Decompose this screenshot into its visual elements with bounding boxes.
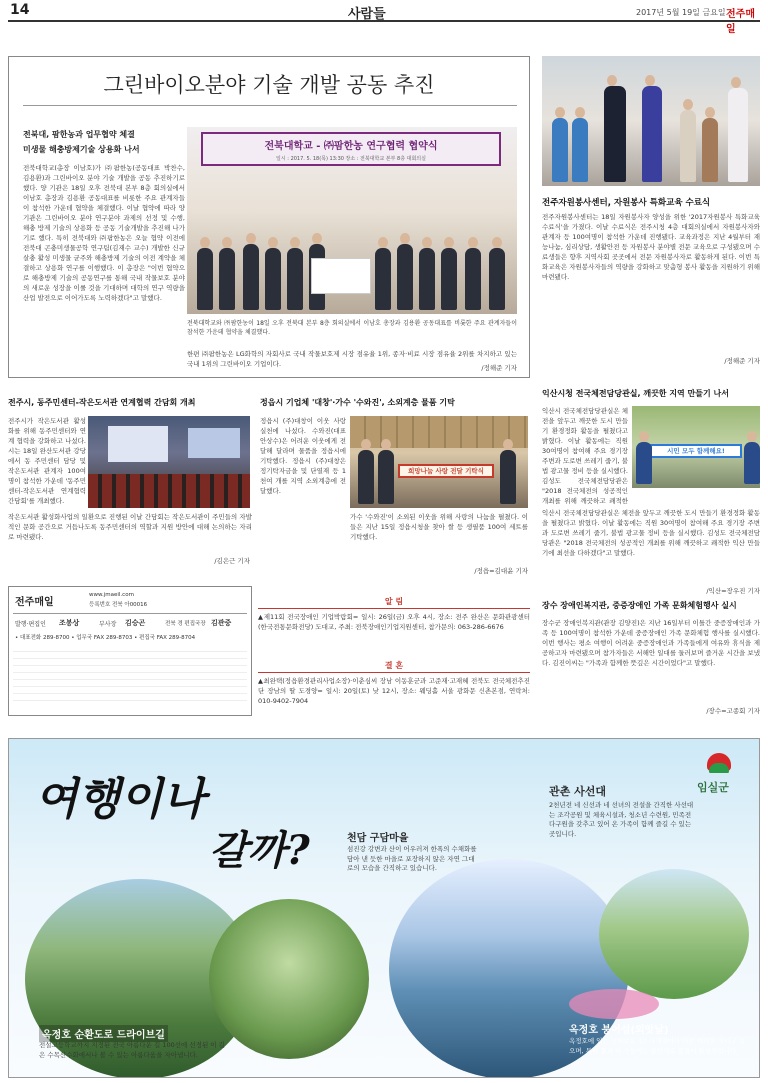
cheondam-text: 섬진강 강변과 산이 어우러져 한폭의 수채화를 담아 낸 듯한 마을로 포장하지 않은 자연 그대로의 모습을 간직하고 있습니다.: [347, 845, 477, 872]
vp-name: 김승곤: [125, 619, 146, 627]
main-body: 전북대학교(총장 이남호)가 ㈜팜한농(공동대표 박찬수, 김용환)과 그린바이오 분야 기술 개발을 공동 추진하기로 했다. 양 기관은 18일 오후 전북대 본부 8층 회의실에서 이남호 총장과 김용환 공동대표를 비롯한 주요 관계자들이 참석한 가운데 협약을 체결했다. 이날 협약에 따라 양 기관은 그린바이오 분야 연구분야 과제의 선정 및 수행, 해충 방제 기술의 상용화 등 공동 기술개발을 추진해 나가기로 했다. 특히 전북대와 ㈜팜한농은 오늘 협약 이전에 전북대 곤충미생물공학 연구팀(김재수 교수) 개발한 신규 살충 활성 미생물 균주와 해충방제 기술의 이전 계약을 체결하고 상용화 연구를 이행했다. 이 총장은 "이번 협약으로 해충방제 기술의 공동연구를 통해 국내 작물보호 분야의 새로운 성장을 이룰 것을 기대하며 대학의 연구 역량을 산업 발전으로 이어가도록 노력하겠다"고 말했다.: [23, 164, 185, 302]
imsil-logo: [705, 753, 733, 777]
iksan-headline: 익산시청 전국체전담당관실, 깨끗한 지역 만들기 나서: [542, 389, 729, 398]
cheondam-image: [209, 899, 369, 1059]
jangsu-headline: 장수 장애인복지관, 중증장애인 가족 문화체험행사 실시: [542, 601, 737, 610]
donation-headline: 정읍시 기업체 '대창'·가수 '수와진', 소외계층 물품 기탁: [260, 398, 455, 407]
main-photo: [187, 127, 517, 314]
iksan-byline: /익산=장우진 기자: [706, 587, 760, 595]
vp-label: 부사장: [99, 621, 117, 628]
donation-body: 정읍시 (주)대창이 이웃 사랑 실천에 나섰다. 수와진(대표 안상수)은 어려운 이웃에게 전달해 달라며 물품을 정읍시에 기탁했다. 정읍시 (주)대창은 정기탁자금을 및 단열재 등 1천여 개를 지역 소외계층에 전달했다.: [260, 417, 346, 495]
jangsu-body: 장수군 장애인복지관(관장 김양진)은 지난 16일부터 이틀간 중증장애인과 가족 등 100여명이 참석한 가운데 중증장애인 가족 문화체험 행사를 실시했다. 이번 행사는 평소 여행이 어려운 중증장애인과 가족들에게 여유와 휴식을 제공하고자 마련됐으며 참가자들은 서해안 일대를 둘러보며 즐거운 시간을 보냈다. 김진이씨는 "가족과 함께한 뜻깊은 시간이었다"고 말했다.: [542, 619, 760, 667]
page-number: 14: [10, 2, 30, 18]
county-name: 임실군: [697, 781, 729, 794]
main-subtitle-1: 전북대, 팜한농과 업무협약 체결: [23, 130, 135, 139]
main-byline: /정해준 기자: [481, 364, 517, 372]
saseondae-image: [599, 869, 749, 999]
donation-banner: 희망나눔 사랑 전달 기탁식: [398, 464, 494, 478]
page-header: [8, 0, 760, 35]
volunteer-headline: 전주자원봉사센터, 자원봉사 특화교육 수료식: [542, 198, 711, 208]
section-title: 사람들: [348, 7, 386, 22]
editor-label: 전북 경 편집국장: [165, 621, 206, 627]
iksan-body: 익산시 전국체전담당관실은 체전을 앞두고 깨끗한 도시 만들기 환경정화 활동을 펼쳤다고 밝혔다. 이날 활동에는 직원 30여명이 참여해 주요 경기장 주변과 도로변 쓰레기 줍기, 불법 광고물 정비 등을 실시했다. 김성도 전국체전담당관은 "2018 전국체전의 성공적인 개최를 위해 깨끗하고 쾌적한: [542, 407, 628, 505]
masthead-url: www.jmaeil.com: [89, 592, 134, 598]
masthead-phones: • 대표전화 289-8700 • 업무국 FAX 289-8703 • 편집국 FAX 289-8704: [15, 635, 196, 641]
travel-title-2: 갈까?: [209, 827, 310, 874]
iksan-photo: [632, 406, 760, 488]
wedding-text: ▲최완택(정읍환경관리사업소장)·이춘심씨 장남 이동훈군과 고준재·고재혜 전북도 전국체전추진단 장남의 딸 도경양= 일시: 20일(토) 낮 12시, 장소: 웨딩홀 서울 광화문 신촌본점, 연락처: 010-9402-7904: [258, 677, 530, 705]
donation-byline: /정읍=김대윤 기자: [474, 567, 528, 575]
library-body-2: 작은도서관 활성화사업의 일환으로 진행된 이날 간담회는 작은도서관이 주민들의 자발적인 문화 공간으로 거듭나도록 동주민센터의 역할과 지원 방안에 대해 논의하는 자리로 마련됐다.: [8, 513, 252, 541]
drive-road-text: 전설고등학교까지 지정된 전국 아름다운 길 100선에 선정된 이 길은 수목산수화에서나 볼 수 있는 아름다움을 자아냅니다.: [39, 1041, 225, 1059]
donation-body-2: 가수 '수와진'이 소외된 이웃을 위해 사랑의 나눔을 펼쳤다. 이들은 지난 15일 정읍시청을 찾아 쌀 등 생필품 100여 세트를 기탁했다.: [350, 513, 528, 541]
notice-title: 알 림: [384, 597, 404, 606]
publisher-name: 조봉상: [59, 619, 80, 627]
saseondae-title: 관촌 사선대: [549, 785, 606, 798]
wedding-title: 결 혼: [384, 661, 404, 670]
issue-date: 2017년 5월 19일 금요일: [636, 8, 726, 17]
publisher-label: 발행·편집인: [15, 621, 46, 628]
main-photo-caption: 전북대학교와 ㈜팜한농이 18일 오후 전북대 본부 8층 회의실에서 이남호 총장과 김용환 공동대표를 비롯한 주요 관계자들이 참석한 가운데 협약을 체결했다.: [187, 320, 517, 336]
main-body-2: 한편 ㈜팜한농은 LG화학의 자회사로 국내 작물보호제 시장 점유율 1위, 종자·비료 시장 점유율 2위를 차지하고 있는 국내 1위의 그린바이오 기업이다.: [187, 350, 517, 368]
masthead: [8, 586, 252, 716]
library-byline: /김은근 기자: [214, 557, 250, 565]
bungeoseom-title: 옥정호 붕어섬(외앗날): [569, 1025, 669, 1036]
editor-name: 김관중: [211, 619, 232, 627]
library-headline: 전주시, 동주민센터-작은도서관 연계협력 간담회 개최: [8, 398, 196, 407]
iksan-banner: 시민 모두 함께해요!: [650, 444, 742, 458]
main-subtitle-2: 미생물 해충방제기술 상용화 나서: [23, 145, 140, 154]
travel-title-1: 여행이나: [35, 774, 206, 825]
iksan-body-2: 익산시 전국체전담당관실은 체전을 앞두고 깨끗한 도시 만들기 환경정화 활동을 펼쳤다고 밝혔다. 이날 활동에는 직원 30여명이 참여해 주요 경기장 주변과 도로변 쓰레기 줍기, 불법 광고물 정비 등을 실시했다. 김성도 전국체전담당관은 "2018 전국체전의 성공적인 개최를 위해 깨끗하고 쾌적한 익산 만들기에 최선을 다하겠다"고 말했다.: [542, 509, 760, 557]
bungeoseom-text: 옥정호에 있는 신비로운 섬! 사계절마다 다른 매력을 지니고 있으며, 특히 물과 이 가을에는 물안개로 물결이 환상적입니다.: [569, 1037, 746, 1055]
volunteer-photo: [542, 56, 760, 186]
cheondam-title: 천담 구담마을: [347, 833, 409, 844]
volunteer-byline: /정해준 기자: [724, 357, 760, 365]
donation-photo: [350, 416, 528, 508]
masthead-reg: 등록번호 전북 아00016: [89, 602, 148, 608]
library-body: 전주시가 작은도서관 활성화를 위해 동주민센터와 연계 협력을 강화하고 나섰다. 시는 18일 완산도서관 강당에서 동 주민센터 담당 및 작은도서관 관계자 100여명이 참석한 가운데 '동주민센터-작은도서관 연계협력 간담회'를 개최했다.: [8, 417, 86, 505]
drive-road-title: 옥정호 순환도로 드라이브길: [39, 1025, 168, 1042]
saseondae-text: 2천년전 네 신선과 네 선녀의 전설을 간직한 사선대는 조각공원 및 체육시설과, 청소년 수련원, 민족전다구원을 갖추고 있어 온 가족이 함께 즐길 수 있는 곳입니다.: [549, 801, 694, 838]
jangsu-byline: /장수=고종회 기자: [706, 707, 760, 715]
main-title: 그린바이오분야 기술 개발 공동 추진: [103, 73, 435, 97]
notice-text: ▲제11회 전국장애인 기업박람회= 일시: 26일(금) 오후 4시, 장소: 전주 완산은 문화관광센터(한국전통문화전당) 도대교, 주최: 전북장애인기업지원센터, 참가문의: 063-286-6676: [258, 613, 530, 631]
notices: [258, 596, 530, 716]
main-article: [8, 56, 530, 378]
paper-name: 전주매일: [726, 9, 755, 35]
volunteer-body: 전주자원봉사센터는 18일 자원봉사자 양성을 위한 '2017자원봉사 특화교육 수료식'을 가졌다. 이날 수료식은 전주시청 4층 대회의실에서 자원봉사자와 관계자 등 100여명이 참석한 가운데 진행됐다. 교육과정은 지난 4월부터 재능나눔, 심리상담, 생활안전 등 자원봉사 분야별 전문 교육으로 구성됐으며 수료생들은 향후 지역사회 곳곳에서 전문 자원봉사자로 활동하게 된다. 이번 특화교육은 자원봉사자들의 역량을 강화하고 맞춤형 봉사 활동을 지원하기 위해 마련됐다.: [542, 213, 760, 281]
library-photo: [88, 416, 250, 508]
agreement-banner: 전북대학교 - ㈜팜한농 연구협력 협약식 일시 : 2017. 5. 18(목) 13:30 장소 : 전북대학교 본부 8층 대회의실: [201, 132, 501, 166]
travel-ad: [8, 738, 760, 1078]
masthead-name: 전주매일: [15, 597, 54, 608]
